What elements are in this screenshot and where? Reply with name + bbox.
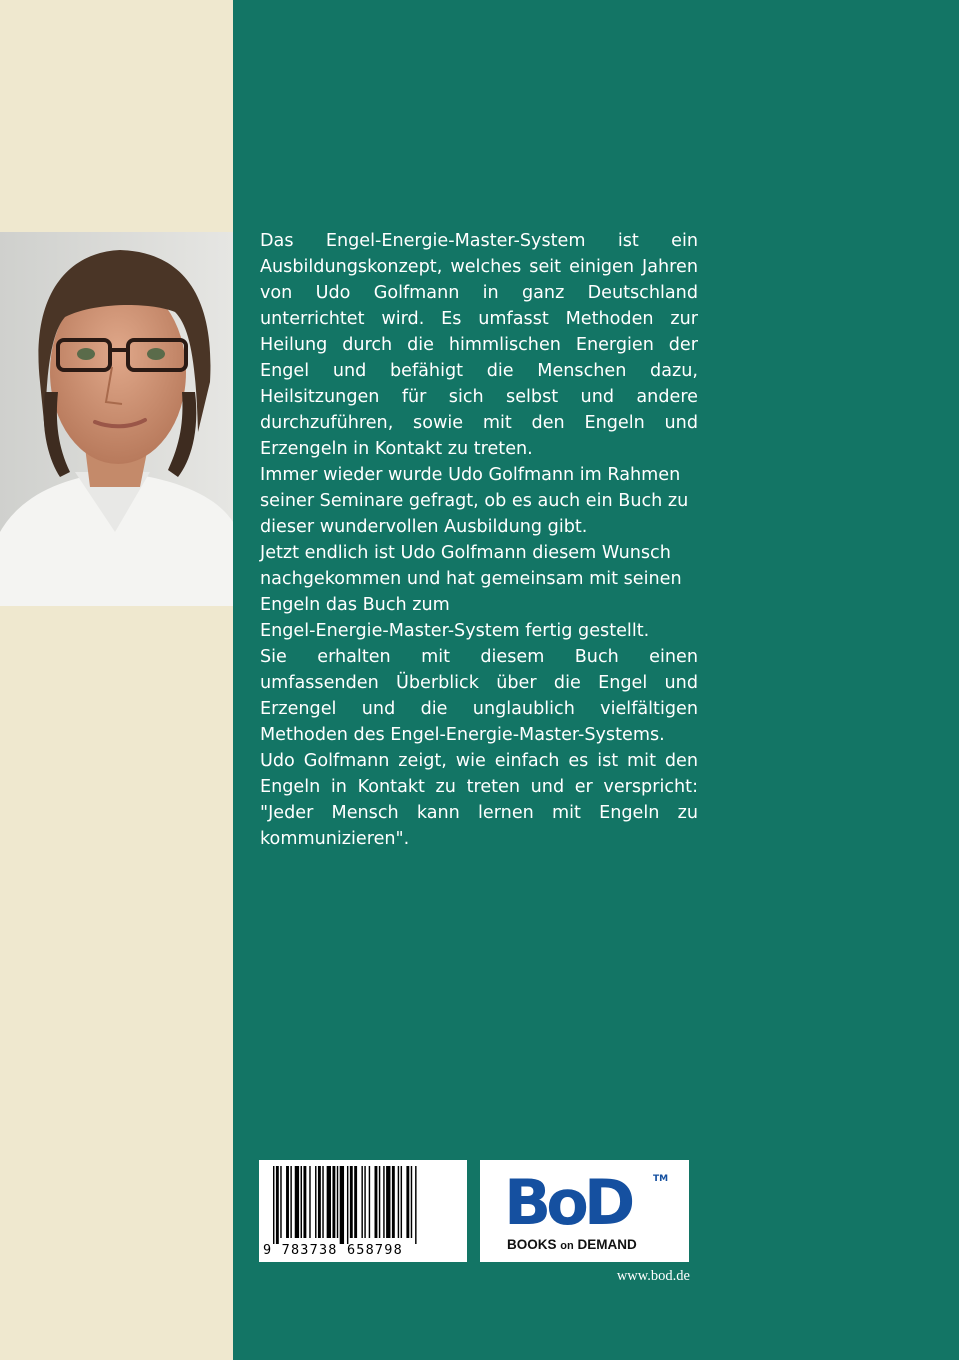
blurb-paragraph-4: Sie erhalten mit diesem Buch einen umfassenden Überblick über die Engel und Erzengel und die unglaublich vielfältigen Methoden des Engel-Energie-Master-Systems. — [260, 647, 698, 745]
blurb-paragraph-3b: Engel-Energie-Master-System fertig gestellt. — [260, 621, 650, 641]
demand-word: DEMAND — [577, 1237, 637, 1252]
left-cream-strip — [0, 0, 233, 1360]
trademark-mark: TM — [653, 1174, 669, 1184]
publisher-website: www.bod.de — [616, 1268, 690, 1284]
books-on-demand-text — [507, 1237, 637, 1252]
isbn-barcode — [259, 1160, 467, 1262]
back-cover-blurb — [260, 228, 698, 852]
blurb-paragraph-1: Das Engel-Energie-Master-System ist ein Ausbildungskonzept, welches seit einigen Jahren von Udo Golfmann in ganz Deutschland unterrichtet wird. Es umfasst Methoden zur Heilung durch die himmlischen Energien der Engel und befähigt die Menschen dazu, Heilsitzungen für sich selbst und andere durchzuführen, sowie mit den Engeln und Erzengeln in Kontakt zu treten. — [260, 231, 698, 459]
author-portrait-photo — [0, 232, 233, 606]
publisher-logo-box — [480, 1160, 689, 1262]
books-word: BOOKS — [507, 1237, 557, 1252]
isbn-digits: 9 783738 658798 — [263, 1242, 403, 1258]
blurb-paragraph-5: Udo Golfmann zeigt, wie einfach es ist mit den Engeln in Kontakt zu treten und er verspricht: "Jeder Mensch kann lernen mit Engeln zu kommunizieren". — [260, 751, 698, 849]
bod-logo: BoD — [504, 1166, 631, 1239]
on-word: on — [560, 1240, 574, 1252]
blurb-paragraph-2: Immer wieder wurde Udo Golfmann im Rahmen seiner Seminare gefragt, ob es auch ein Buch zu dieser wundervollen Ausbildung gibt. — [260, 465, 689, 537]
blurb-paragraph-3a: Jetzt endlich ist Udo Golfmann diesem Wunsch nachgekommen und hat gemeinsam mit seinen Engeln das Buch zum — [260, 543, 682, 615]
